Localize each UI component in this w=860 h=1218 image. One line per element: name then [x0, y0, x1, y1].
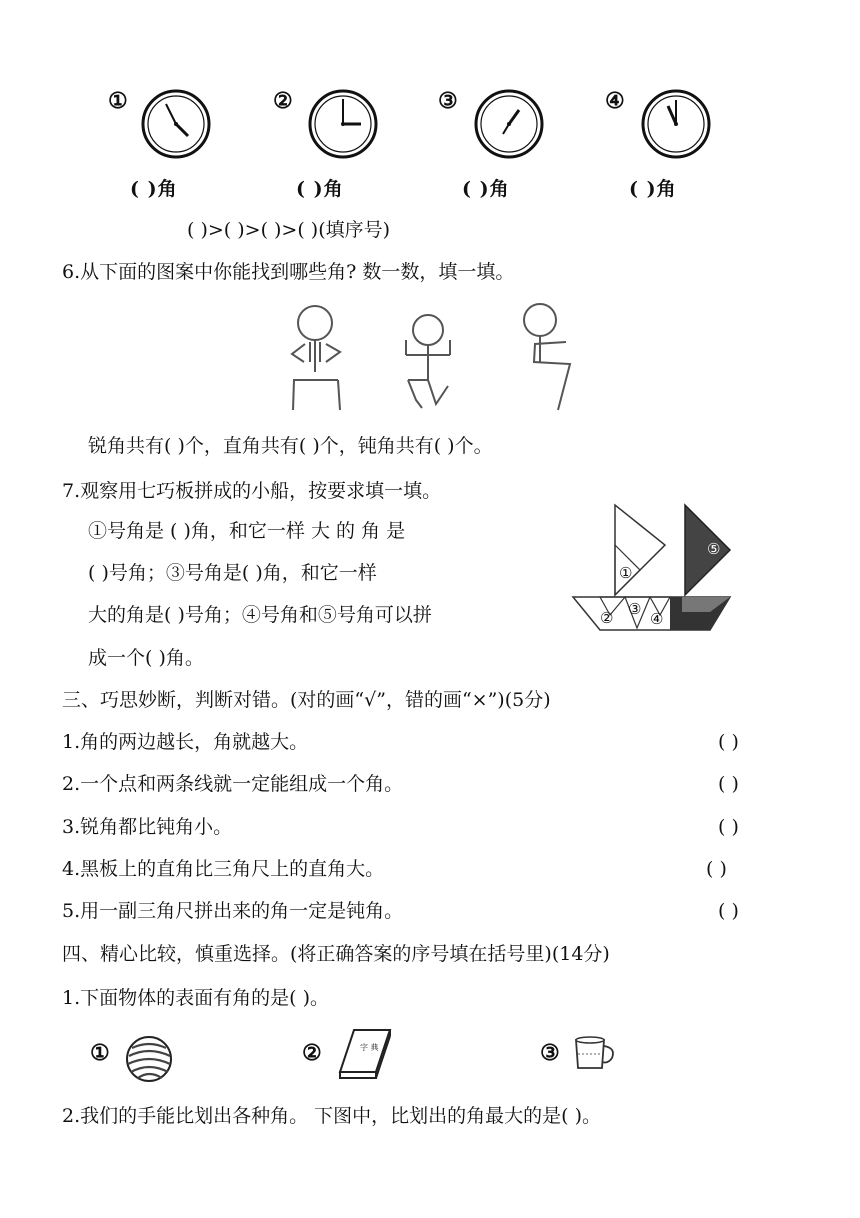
- clock-1-number: ①: [108, 88, 128, 114]
- judge-item-2: 2.一个点和两条线就一定能组成一个角。: [62, 773, 404, 795]
- judge-box-1[interactable]: ( ): [718, 731, 739, 753]
- q7-line-4: 成一个( )角。: [88, 647, 204, 669]
- judge-item-3: 3.锐角都比钝角小。: [62, 816, 233, 838]
- clock-3-answer: ( )角: [462, 178, 510, 200]
- clock-3-number: ③: [438, 88, 458, 114]
- option-1-number: ①: [90, 1040, 110, 1066]
- option-2-number: ②: [302, 1040, 322, 1066]
- ball-icon: [124, 1034, 174, 1084]
- section3-title: 三、巧思妙断，判断对错。(对的画“√”，错的画“×”)(5分): [62, 689, 551, 711]
- q7-line-1: ①号角是 ( )角，和它一样 大 的 角 是: [88, 520, 406, 542]
- tangram-label-3: ③: [628, 600, 642, 618]
- q7-title: 7.观察用七巧板拼成的小船，按要求填一填。: [62, 480, 442, 502]
- cup-icon: [572, 1034, 618, 1074]
- q6-title: 6.从下面的图案中你能找到哪些角? 数一数，填一填。: [62, 261, 515, 283]
- clock-2-answer: ( )角: [296, 178, 344, 200]
- judge-item-1: 1.角的两边越长，角就越大。: [62, 731, 309, 753]
- order-line: ( )>( )>( )>( )(填序号): [187, 219, 391, 241]
- q7-line-2: ( )号角；③号角是( )角，和它一样: [88, 562, 377, 584]
- tangram-label-4: ④: [650, 610, 664, 628]
- clock-4-number: ④: [605, 88, 625, 114]
- section4-title: 四、精心比较，慎重选择。(将正确答案的序号填在括号里)(14分): [62, 943, 610, 965]
- q7-line-3: 大的角是( )号角；④号角和⑤号角可以拼: [88, 604, 432, 626]
- clock-4-answer: ( )角: [629, 178, 677, 200]
- judge-item-4: 4.黑板上的直角比三角尺上的直角大。: [62, 858, 385, 880]
- clock-2-face: [307, 88, 379, 160]
- clock-3-face: [473, 88, 545, 160]
- judge-box-2[interactable]: ( ): [718, 773, 739, 795]
- section4-q1: 1.下面物体的表面有角的是( )。: [62, 987, 329, 1009]
- stick-figures-illustration: [280, 300, 580, 415]
- tangram-label-1: ①: [619, 564, 633, 582]
- svg-text:字 典: 字 典: [360, 1043, 379, 1052]
- option-3-number: ③: [540, 1040, 560, 1066]
- q6-answer: 锐角共有( )个，直角共有( )个，钝角共有( )个。: [88, 435, 493, 457]
- clock-4-face: [640, 88, 712, 160]
- book-icon: [336, 1026, 394, 1082]
- clock-1-face: [140, 88, 212, 160]
- judge-box-5[interactable]: ( ): [718, 900, 739, 922]
- judge-item-5: 5.用一副三角尺拼出来的角一定是钝角。: [62, 900, 404, 922]
- tangram-label-2: ②: [600, 609, 614, 627]
- section4-q2: 2.我们的手能比划出各种角。 下图中，比划出的角最大的是( )。: [62, 1105, 602, 1127]
- judge-box-3[interactable]: ( ): [718, 816, 739, 838]
- tangram-label-5: ⑤: [707, 540, 721, 558]
- clock-1-answer: ( )角: [130, 178, 178, 200]
- clock-2-number: ②: [273, 88, 293, 114]
- judge-box-4[interactable]: ( ): [706, 858, 727, 880]
